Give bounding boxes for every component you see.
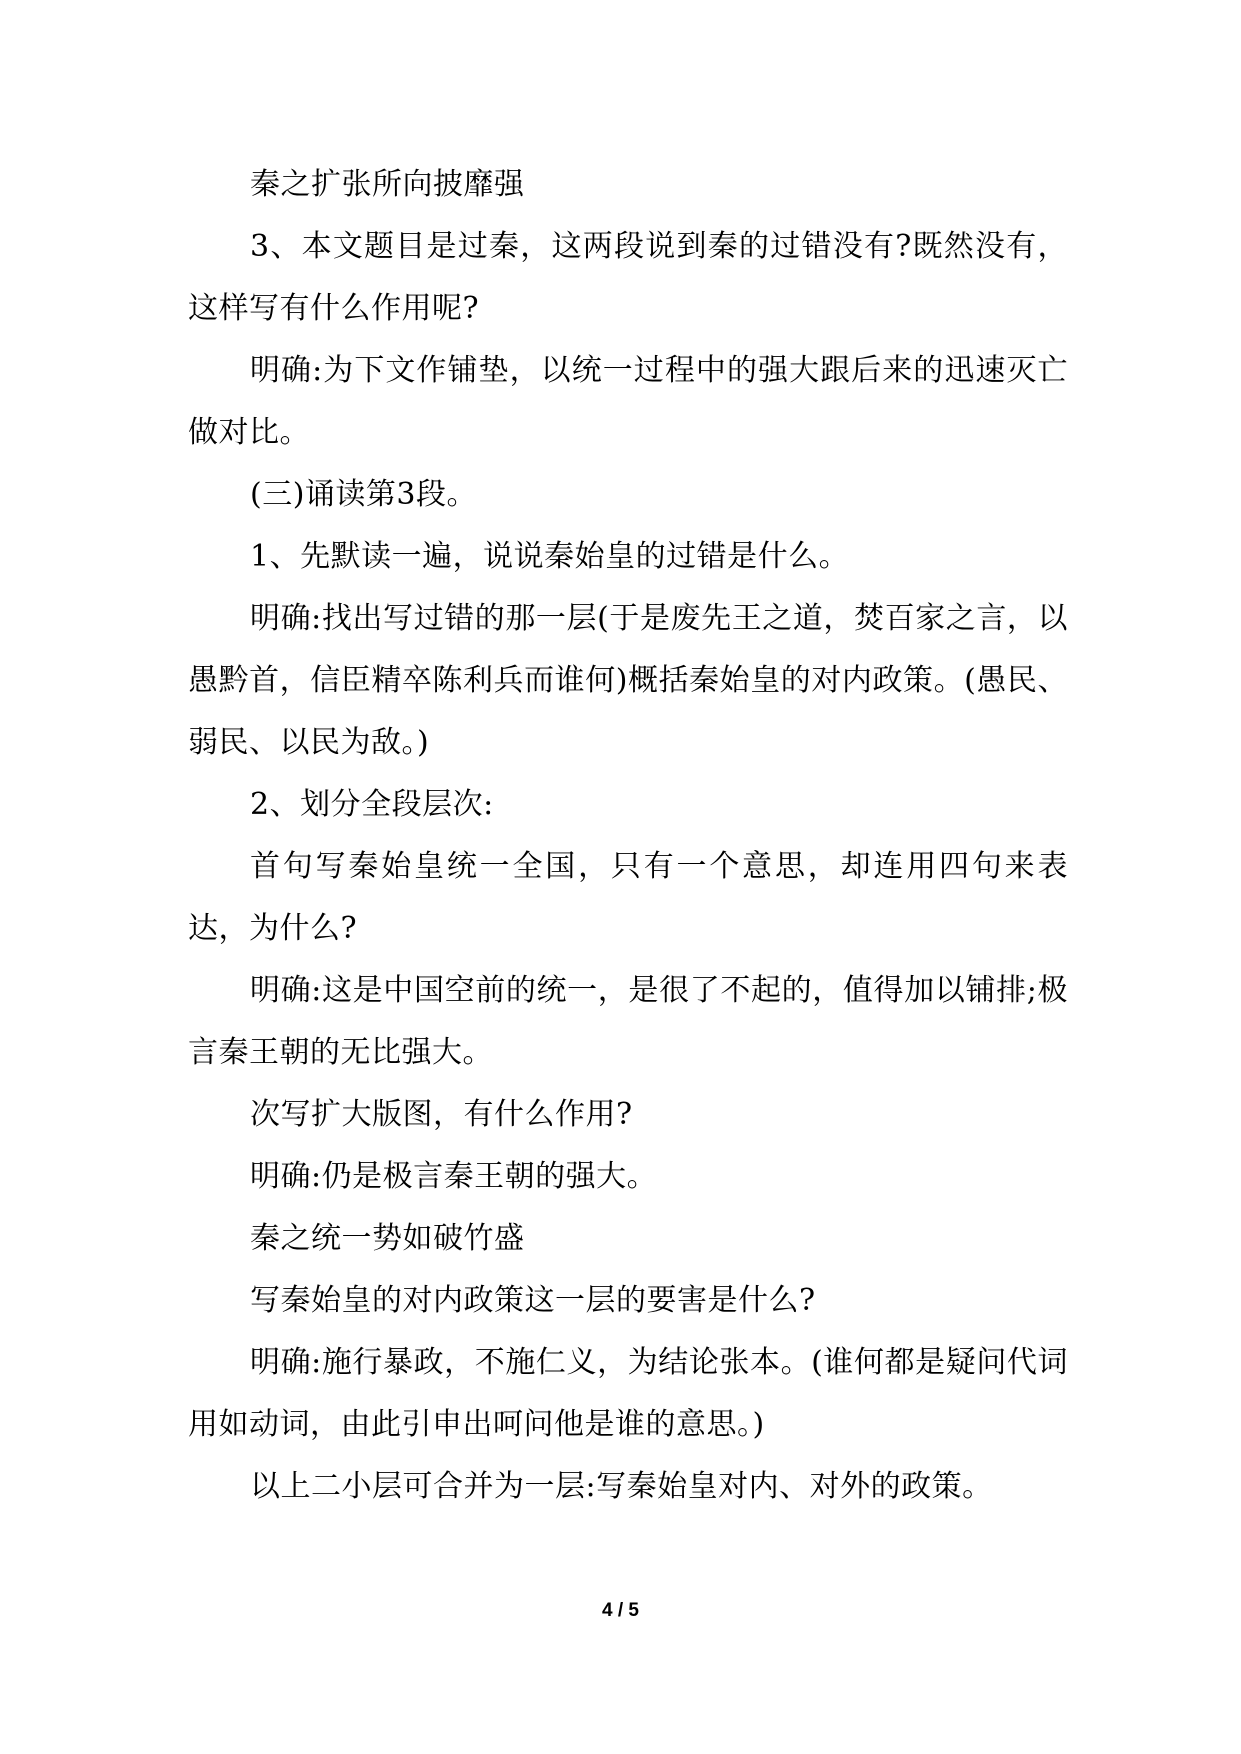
- paragraph: 以上二小层可合并为一层:写秦始皇对内、对外的政策。: [250, 1469, 993, 1504]
- paragraph: 秦之统一势如破竹盛: [250, 1221, 525, 1256]
- page-number: 4 / 5: [602, 1600, 639, 1621]
- paragraph: 次写扩大版图，有什么作用?: [250, 1097, 633, 1132]
- document-body: [188, 154, 1068, 1518]
- paragraph: 首句写秦始皇统一全国，只有一个意思，却连用四句来表达，为什么?: [188, 849, 1068, 946]
- paragraph: 明确:施行暴政，不施仁义，为结论张本。(谁何都是疑问代词用如动词，由此引申出呵问他是谁的意思。): [188, 1345, 1068, 1442]
- paragraph: 1、先默读一遍，说说秦始皇的过错是什么。: [250, 539, 850, 574]
- paragraph: 写秦始皇的对内政策这一层的要害是什么?: [250, 1283, 816, 1318]
- paragraph: 3、本文题目是过秦，这两段说到秦的过错没有?既然没有，这样写有什么作用呢?: [188, 229, 1068, 326]
- paragraph: 明确:仍是极言秦王朝的强大。: [250, 1159, 658, 1194]
- paragraph: 明确:找出写过错的那一层(于是废先王之道，焚百家之言，以愚黔首，信臣精卒陈利兵而谁何)概括秦始皇的对内政策。(愚民、弱民、以民为敌。): [188, 601, 1068, 760]
- paragraph: 秦之扩张所向披靡强: [250, 167, 525, 202]
- paragraph: 明确:这是中国空前的统一，是很了不起的，值得加以铺排;极言秦王朝的无比强大。: [188, 973, 1068, 1070]
- paragraph: (三)诵读第3段。: [250, 477, 477, 512]
- paragraph: 明确:为下文作铺垫，以统一过程中的强大跟后来的迅速灭亡做对比。: [188, 353, 1068, 450]
- paragraph: 2、划分全段层次:: [250, 787, 494, 822]
